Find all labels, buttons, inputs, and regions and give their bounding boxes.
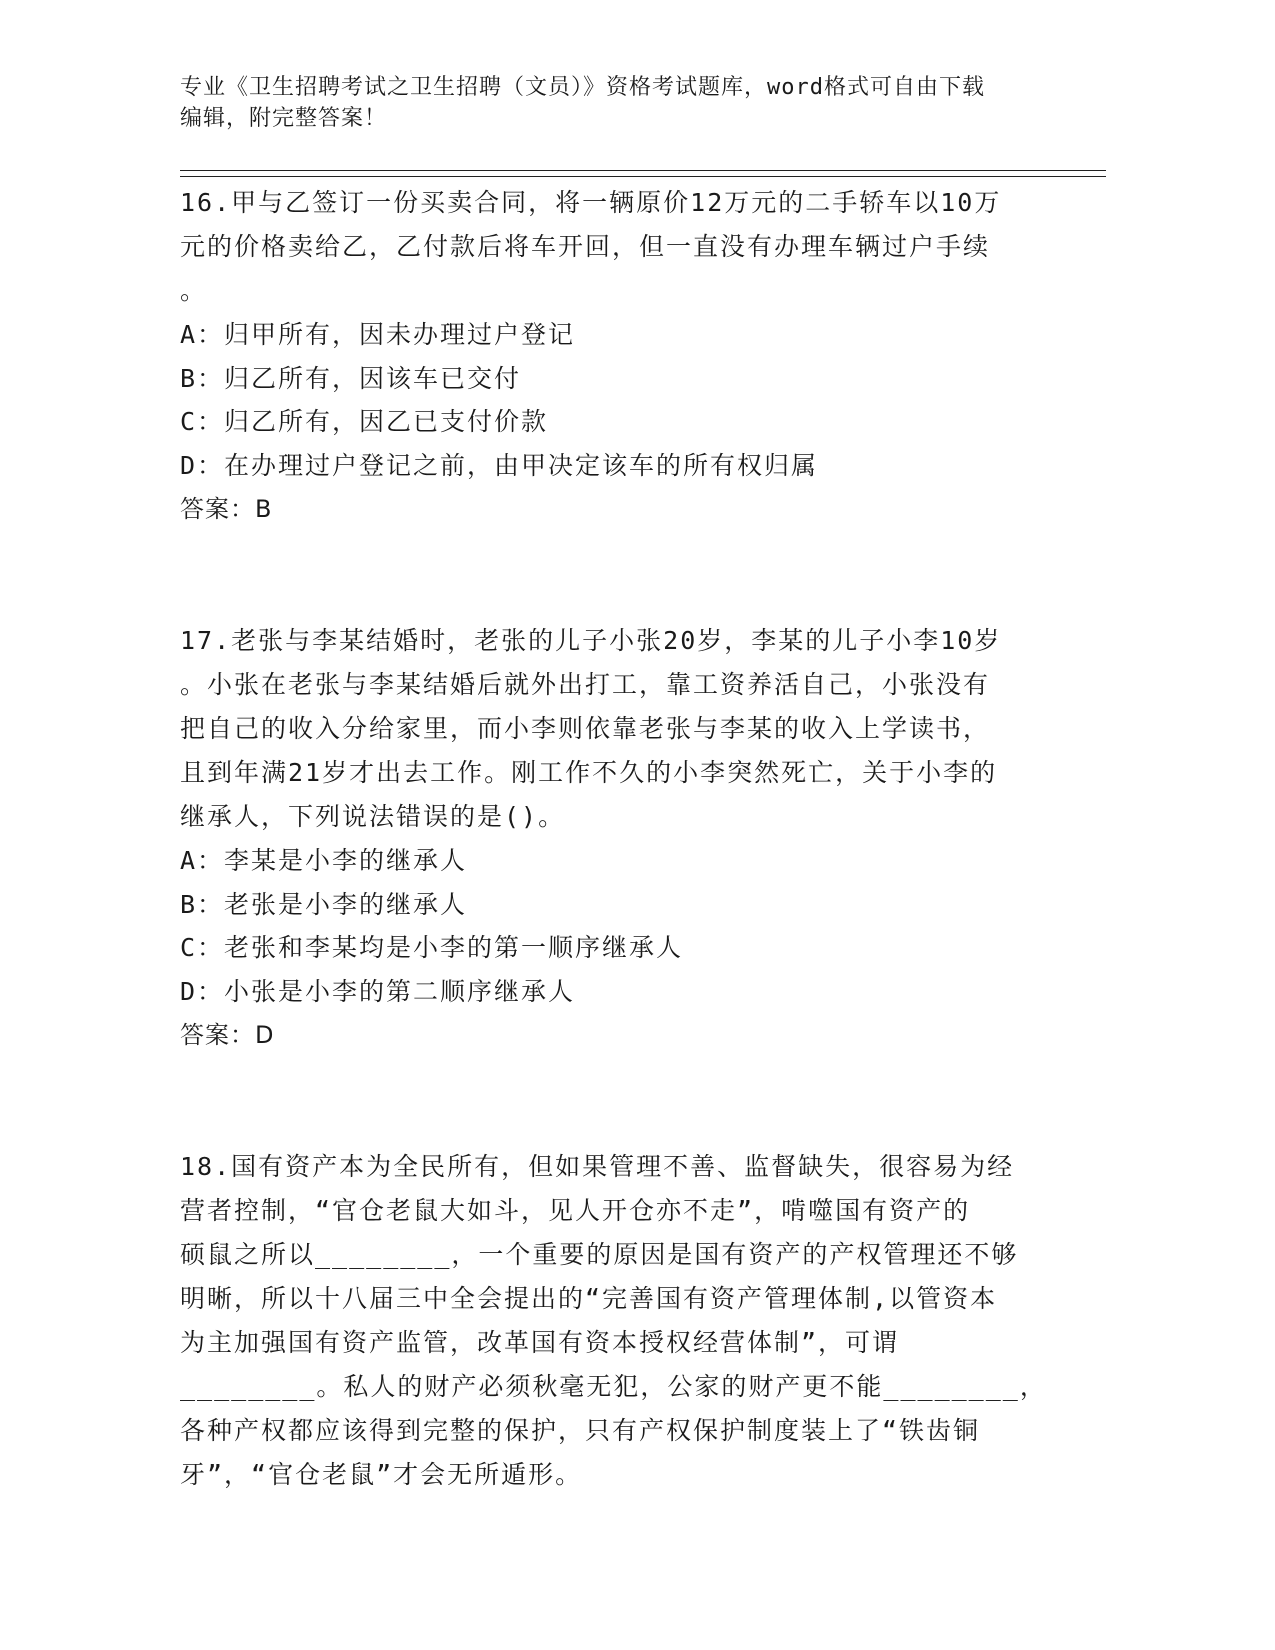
question-stem (180, 619, 1050, 839)
question-16 (180, 181, 1050, 531)
stem-line: 继承人，下列说法错误的是()。 (180, 802, 566, 831)
stem-line: 各种产权都应该得到完整的保护，只有产权保护制度装上了“铁齿铜 (180, 1416, 981, 1445)
question-stem (180, 1145, 1050, 1497)
question-17 (180, 619, 1050, 1057)
stem-line: ________。私人的财产必须秋毫无犯，公家的财产更不能________， (180, 1372, 1047, 1401)
stem-line: 为主加强国有资产监管，改革国有资本授权经营体制”，可谓 (180, 1328, 900, 1357)
stem-line: 。小张在老张与李某结婚后就外出打工，靠工资养活自己，小张没有 (180, 670, 991, 699)
answer-label: 答案：D (180, 1021, 275, 1049)
option-a: A：李某是小李的继承人 (180, 846, 468, 875)
stem-line: 16.甲与乙签订一份买卖合同，将一辆原价12万元的二手轿车以10万 (180, 188, 1002, 217)
option-a: A：归甲所有，因未办理过户登记 (180, 320, 576, 349)
document-header (180, 72, 1040, 134)
answer-label: 答案：B (180, 495, 273, 523)
stem-line: 把自己的收入分给家里，而小李则依靠老张与李某的收入上学读书， (180, 714, 991, 743)
option-c: C：归乙所有，因乙已支付价款 (180, 407, 549, 436)
stem-line: 牙”，“官仓老鼠”才会无所遁形。 (180, 1460, 583, 1489)
stem-line: 17.老张与李某结婚时，老张的儿子小张20岁，李某的儿子小李10岁 (180, 626, 1002, 655)
question-list (180, 181, 1050, 1497)
stem-line: 。 (180, 276, 208, 305)
question-spacer (180, 1057, 1050, 1145)
stem-line: 营者控制，“官仓老鼠大如斗，见人开仓亦不走”，啃噬国有资产的 (180, 1196, 971, 1225)
question-stem (180, 181, 1050, 313)
stem-line: 元的价格卖给乙，乙付款后将车开回，但一直没有办理车辆过户手续 (180, 232, 991, 261)
stem-line: 明晰，所以十八届三中全会提出的“完善国有资产管理体制,以管资本 (180, 1284, 998, 1313)
header-line-1: 专业《卫生招聘考试之卫生招聘（文员）》资格考试题库，word格式可自由下载 (180, 75, 985, 100)
stem-line: 且到年满21岁才出去工作。刚工作不久的小李突然死亡，关于小李的 (180, 758, 998, 787)
option-c: C：老张和李某均是小李的第一顺序继承人 (180, 933, 684, 962)
option-d: D：小张是小李的第二顺序继承人 (180, 976, 576, 1006)
option-b: B：老张是小李的继承人 (180, 889, 468, 919)
question-spacer (180, 531, 1050, 619)
stem-line: 18.国有资产本为全民所有，但如果管理不善、监督缺失，很容易为经 (180, 1152, 1015, 1181)
header-divider-bottom (180, 176, 1106, 177)
option-d: D：在办理过户登记之前，由甲决定该车的所有权归属 (180, 450, 819, 480)
question-18 (180, 1145, 1050, 1497)
header-divider-top (180, 170, 1106, 171)
header-line-2: 编辑，附完整答案！ (180, 106, 388, 131)
option-b: B：归乙所有，因该车已交付 (180, 363, 522, 393)
stem-line: 硕鼠之所以________，一个重要的原因是国有资产的产权管理还不够 (180, 1240, 1019, 1269)
